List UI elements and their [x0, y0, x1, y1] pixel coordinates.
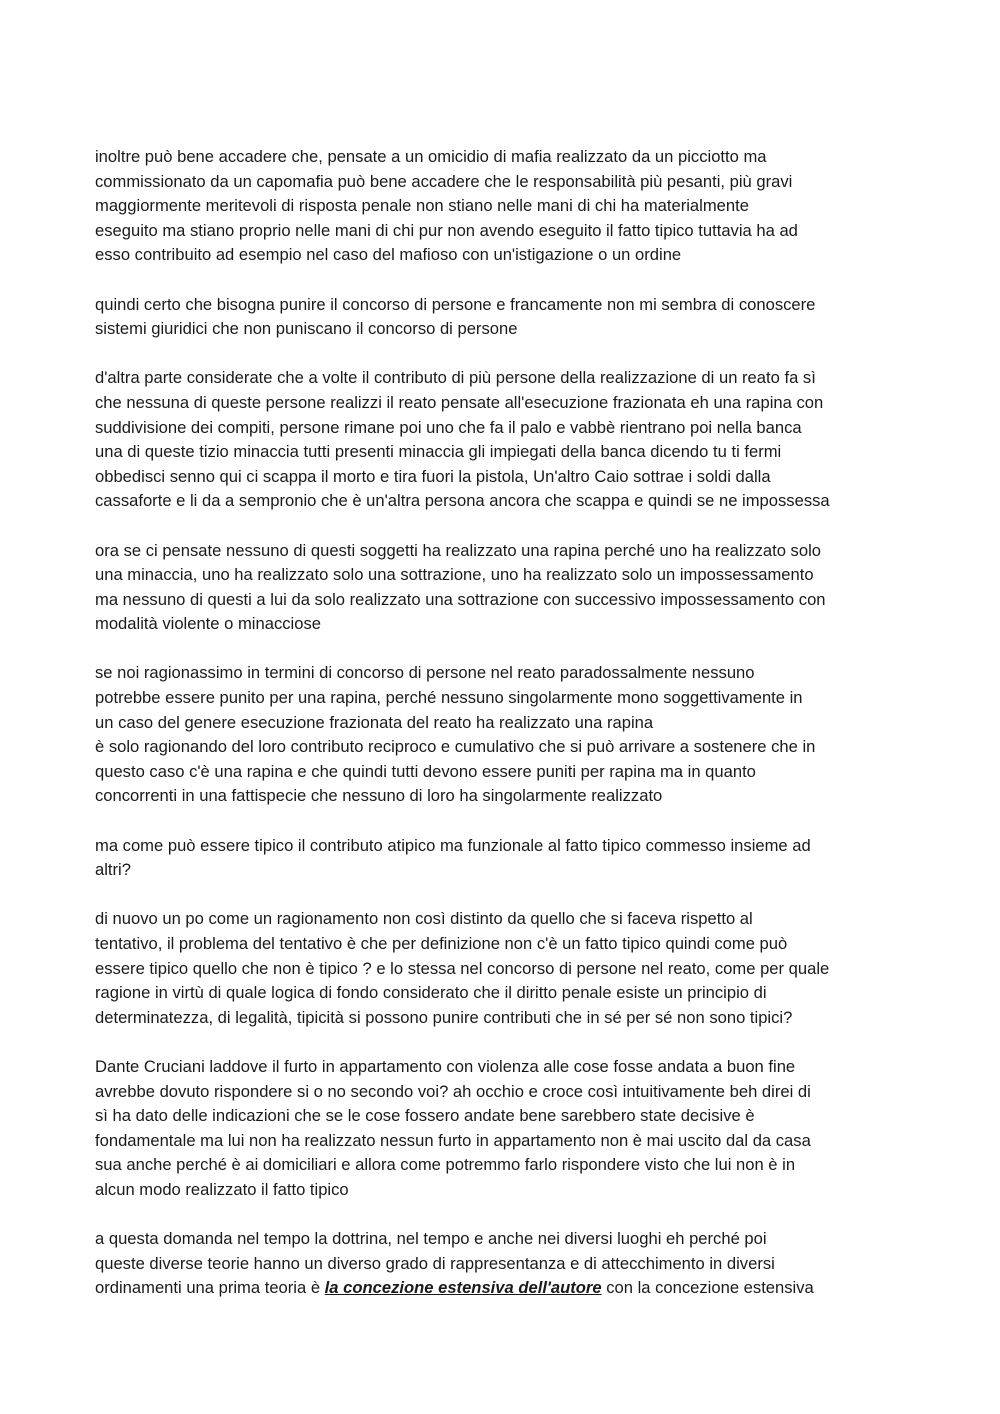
text-line: un caso del genere esecuzione frazionata del reato ha realizzato una rapina: [95, 712, 654, 732]
text-line: obbedisci senno qui ci scappa il morto e tira fuori la pistola, Un'altro Caio sottrae i soldi dalla: [95, 466, 771, 486]
document-page: [95, 145, 915, 1326]
text-line: fondamentale ma lui non ha realizzato nessun furto in appartamento non è mai uscito dal da casa: [95, 1130, 811, 1150]
text-line: una minaccia, uno ha realizzato solo una sottrazione, uno ha realizzato solo un impossessamento: [95, 565, 814, 585]
text-line: quindi certo che bisogna punire il concorso di persone e francamente non mi sembra di conoscere: [95, 294, 816, 314]
text-line: queste diverse teorie hanno un diverso grado di rappresentanza e di attecchimento in diversi: [95, 1253, 775, 1273]
paragraph-dottrina: [95, 1227, 915, 1301]
text-before-emphasis: ordinamenti una prima teoria è: [95, 1278, 325, 1298]
text-line-with-emphasis: [95, 1276, 915, 1301]
text-line: potrebbe essere punito per una rapina, perché nessuno singolarmente mono soggettivamente in: [95, 688, 803, 708]
text-line: commissionato da un capomafia può bene accadere che le responsabilità più pesanti, più gravi: [95, 171, 793, 191]
text-line: maggiormente meritevoli di risposta penale non stiano nelle mani di chi ha materialmente: [95, 196, 749, 216]
text-line: tentativo, il problema del tentativo è che per definizione non c'è un fatto tipico quindi come può: [95, 934, 788, 953]
paragraph-dante-cruciani: [95, 1055, 915, 1203]
text-line: sì ha dato delle indicazioni che se le cose fossero andate bene sarebbero state decisive è: [95, 1106, 755, 1126]
text-line: questo caso c'è una rapina e che quindi tutti devono essere puniti per rapina ma in quanto: [95, 761, 756, 781]
text-line: avrebbe dovuto rispondere si o no secondo voi? ah occhio e croce così intuitivamente beh direi di: [95, 1081, 811, 1101]
text-line: d'altra parte considerate che a volte il contributo di più persone della realizzazione di un reato fa sì: [95, 368, 816, 388]
emphasized-term: la concezione estensiva dell'autore: [324, 1278, 602, 1298]
text-after-emphasis: con la concezione estensiva: [601, 1278, 814, 1298]
text-line: suddivisione dei compiti, persone rimane poi uno che fa il palo e vabbè rientrano poi nella banca: [95, 417, 802, 437]
text-line: altri?: [95, 860, 131, 880]
text-line: sua anche perché è ai domiciliari e allora come potremmo farlo rispondere visto che lui non è in: [95, 1155, 796, 1175]
text-line: è solo ragionando del loro contributo reciproco e cumulativo che si può arrivare a sostenere che in: [95, 737, 816, 757]
text-line: essere tipico quello che non è tipico ? e lo stessa nel concorso di persone nel reato, come per quale: [95, 958, 830, 978]
text-line: alcun modo realizzato il fatto tipico: [95, 1179, 349, 1199]
text-line: se noi ragionassimo in termini di concorso di persone nel reato paradossalmente nessuno: [95, 663, 755, 683]
text-line: cassaforte e li da a sempronio che è un'altra persona ancora che scappa e quindi se ne impossessa: [95, 491, 830, 511]
text-line: eseguito ma stiano proprio nelle mani di chi pur non avendo eseguito il fatto tipico tuttavia ha ad: [95, 220, 798, 240]
text-line: concorrenti in una fattispecie che nessuno di loro ha singolarmente realizzato: [95, 786, 663, 806]
text-line: di nuovo un po come un ragionamento non così distinto da quello che si faceva rispetto al: [95, 909, 753, 929]
paragraph-punish-concorso: [95, 293, 915, 342]
text-line: modalità violente o minacciose: [95, 614, 321, 634]
text-line: esso contribuito ad esempio nel caso del mafioso con un'istigazione o un ordine: [95, 245, 682, 265]
text-line: sistemi giuridici che non puniscano il concorso di persone: [95, 319, 518, 339]
text-line: ma come può essere tipico il contributo atipico ma funzionale al fatto tipico commesso insieme ad: [95, 835, 811, 855]
text-line: ragione in virtù di quale logica di fondo considerato che il diritto penale esiste un principio di: [95, 983, 767, 1003]
text-line: determinatezza, di legalità, tipicità si possono punire contributi che in sé per sé non sono tipici?: [95, 1007, 793, 1027]
text-line: che nessuna di queste persone realizzi il reato pensate all'esecuzione frazionata eh una rapina con: [95, 392, 824, 412]
text-line: Dante Cruciani laddove il furto in appartamento con violenza alle cose fosse andata a buon fine: [95, 1056, 796, 1076]
paragraph-ragionassimo: [95, 661, 915, 809]
text-line: una di queste tizio minaccia tutti presenti minaccia gli impiegati della banca dicendo tu ti fermi: [95, 442, 782, 462]
text-line: inoltre può bene accadere che, pensate a un omicidio di mafia realizzato da un picciotto ma: [95, 147, 767, 166]
text-line: a questa domanda nel tempo la dottrina, nel tempo e anche nei diversi luoghi eh perché poi: [95, 1229, 767, 1249]
paragraph-tentativo: [95, 907, 915, 1030]
text-line: ora se ci pensate nessuno di questi soggetti ha realizzato una rapina perché uno ha realizzato solo: [95, 540, 821, 560]
paragraph-contributo-atipico: [95, 834, 915, 883]
paragraph-rapina-frazionata: [95, 366, 915, 514]
paragraph-nessuno-rapina: [95, 539, 915, 637]
text-line: ma nessuno di questi a lui da solo realizzato una sottrazione con successivo impossessamento con: [95, 589, 826, 609]
paragraph-mafia-example: [95, 145, 915, 268]
